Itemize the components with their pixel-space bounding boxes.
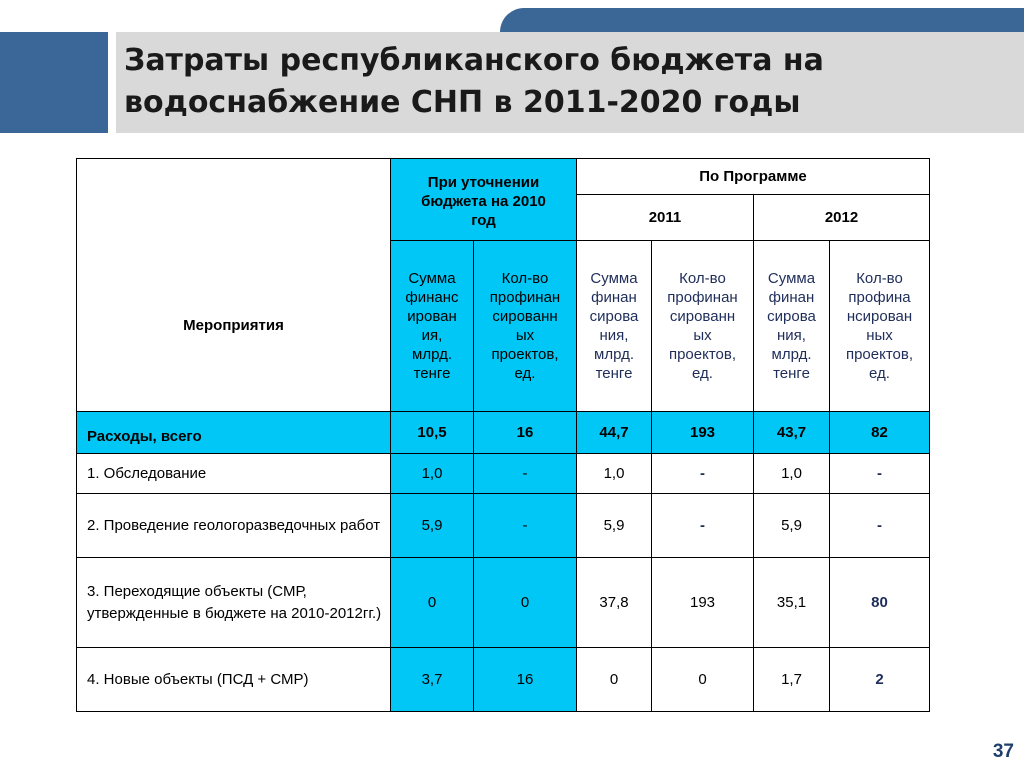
table-row <box>77 454 930 494</box>
row-label: 4. Новые объекты (ПСД + СМР) <box>77 648 391 712</box>
table-row <box>77 494 930 558</box>
title-accent-block <box>0 32 108 133</box>
table-cell: - <box>652 494 754 558</box>
table-cell: 193 <box>652 558 754 648</box>
table-cell: 35,1 <box>754 558 830 648</box>
table-cell: - <box>474 454 577 494</box>
table-cell: 1,0 <box>391 454 474 494</box>
table-cell: 3,7 <box>391 648 474 712</box>
slide-number: 37 <box>992 741 1014 762</box>
table-cell: 0 <box>577 648 652 712</box>
header-activities: Мероприятия <box>77 159 391 412</box>
subheader-sum-2010: Сумма финанс ирован ия, млрд. тенге <box>391 241 474 412</box>
table-cell: 5,9 <box>577 494 652 558</box>
slide-title-line-1: Затраты республиканского бюджета на <box>124 43 824 78</box>
table-cell: 1,0 <box>577 454 652 494</box>
row-label: 1. Обследование <box>77 454 391 494</box>
subheader-sum-2011: Сумма финан сирова ния, млрд. тенге <box>577 241 652 412</box>
table-cell: 16 <box>474 648 577 712</box>
table-cell: - <box>830 454 930 494</box>
table-cell: 80 <box>830 558 930 648</box>
subheader-sum-2012: Сумма финан сирова ния, млрд. тенге <box>754 241 830 412</box>
slide-title-line-2: водоснабжение СНП в 2011-2020 годы <box>124 85 801 120</box>
table-cell: 2 <box>830 648 930 712</box>
table-cell: 1,0 <box>754 454 830 494</box>
header-year-2011: 2011 <box>577 195 754 241</box>
table-cell: 37,8 <box>577 558 652 648</box>
header-program: По Программе <box>577 159 930 195</box>
table-cell: 16 <box>474 412 577 454</box>
subheader-count-2010: Кол-во профинан сированн ых проектов, ед. <box>474 241 577 412</box>
table-cell: 0 <box>474 558 577 648</box>
table-cell: 5,9 <box>754 494 830 558</box>
table-cell: - <box>830 494 930 558</box>
header-year-2012: 2012 <box>754 195 930 241</box>
row-label: 2. Проведение геологоразведочных работ <box>77 494 391 558</box>
table-cell: 0 <box>652 648 754 712</box>
table-cell: 44,7 <box>577 412 652 454</box>
table-row <box>77 558 930 648</box>
budget-table <box>76 158 930 712</box>
table-row-total <box>77 412 930 454</box>
top-decor-band <box>500 8 1024 32</box>
table-cell: - <box>474 494 577 558</box>
table-cell: - <box>652 454 754 494</box>
table-cell: 82 <box>830 412 930 454</box>
table-cell: 193 <box>652 412 754 454</box>
slide-title <box>124 40 1004 124</box>
table-cell: 43,7 <box>754 412 830 454</box>
table-cell: 0 <box>391 558 474 648</box>
row-label: Расходы, всего <box>77 412 391 454</box>
subheader-count-2011: Кол-во профинан сированн ых проектов, ед. <box>652 241 754 412</box>
table-cell: 5,9 <box>391 494 474 558</box>
subheader-count-2012: Кол-во профина нсирован ных проектов, ед. <box>830 241 930 412</box>
row-label: 3. Переходящие объекты (СМР, утвержденные в бюджете на 2010-2012гг.) <box>77 558 391 648</box>
table-cell: 10,5 <box>391 412 474 454</box>
table-row <box>77 648 930 712</box>
table-cell: 1,7 <box>754 648 830 712</box>
header-budget-2010: При уточнении бюджета на 2010 год <box>391 159 577 241</box>
